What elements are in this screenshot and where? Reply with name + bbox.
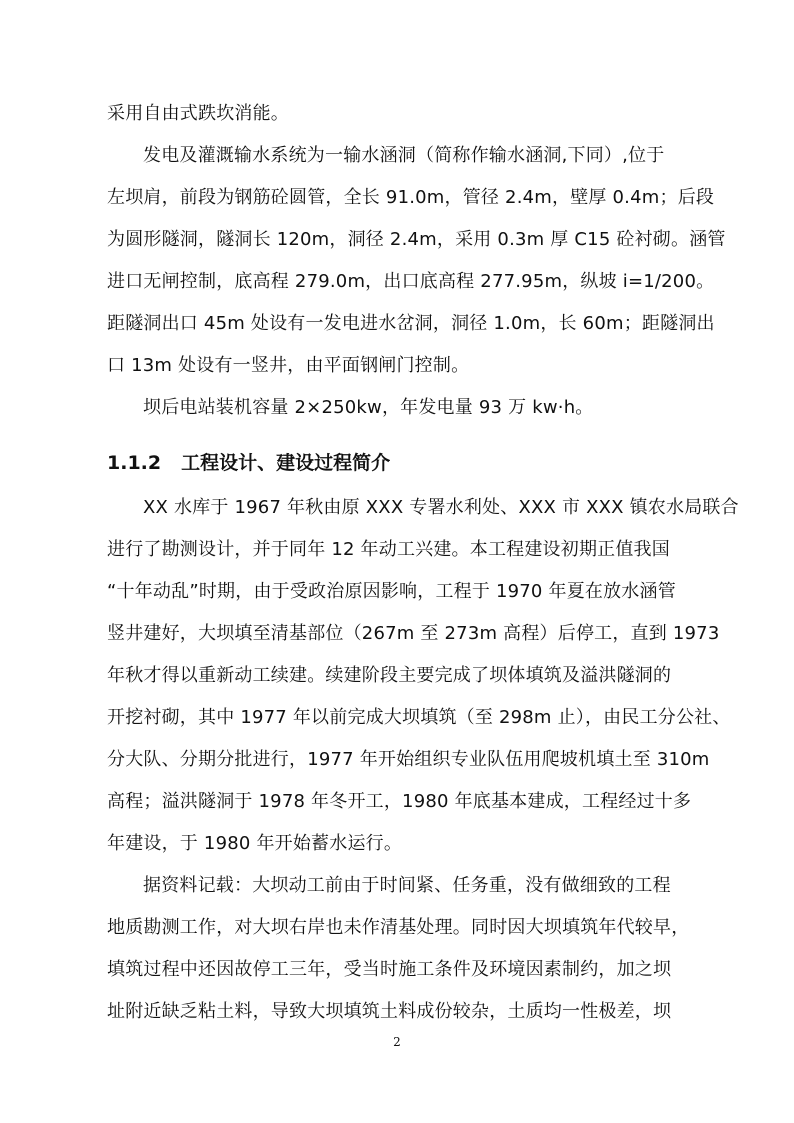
section-title: 工程设计、建设过程简介	[181, 452, 391, 474]
paragraph-line: 分大队、分期分批进行，1977 年开始组织专业队伍用爬坡机填土至 310m	[107, 749, 710, 770]
paragraph-line: 发电及灌溉输水系统为一输水涵洞（简称作输水涵洞,下同）,位于	[143, 145, 665, 166]
paragraph-line: 开挖衬砌，其中 1977 年以前完成大坝填筑（至 298m 止），由民工分公社、	[107, 707, 731, 728]
paragraph-line: 为圆形隧洞，隧洞长 120m，洞径 2.4m，采用 0.3m 厚 C15 砼衬砌。涵管	[107, 229, 726, 250]
paragraph-line: 址附近缺乏粘土料，导致大坝填筑土料成份较杂，土质均一性极差，坝	[107, 1001, 672, 1022]
section-heading	[107, 448, 390, 475]
paragraph-line: XX 水库于 1967 年秋由原 XXX 专署水利处、XXX 市 XXX 镇农水局联合	[143, 497, 739, 518]
paragraph-line: 进行了勘测设计，并于同年 12 年动工兴建。本工程建设初期正值我国	[107, 539, 670, 560]
paragraph-line: 填筑过程中还因故停工三年，受当时施工条件及环境因素制约，加之坝	[107, 959, 672, 980]
section-number: 1.1.2	[107, 452, 162, 474]
paragraph-line: 高程；溢洪隧洞于 1978 年冬开工，1980 年底基本建成，工程经过十多	[107, 791, 692, 812]
section-1-body	[107, 96, 726, 426]
paragraph-line: 进口无闸控制，底高程 279.0m，出口底高程 277.95m，纵坡 i=1/200。	[107, 271, 715, 292]
paragraph-line: 左坝肩，前段为钢筋砼圆管，全长 91.0m，管径 2.4m，壁厚 0.4m；后段	[107, 187, 715, 208]
paragraph-line: 采用自由式跌坎消能。	[107, 103, 289, 124]
section-2-body	[107, 490, 739, 1030]
page-number: 2	[393, 1035, 401, 1049]
paragraph-line: 地质勘测工作，对大坝右岸也未作清基处理。同时因大坝填筑年代较早，	[107, 917, 690, 938]
paragraph-line: 年建设，于 1980 年开始蓄水运行。	[107, 833, 403, 854]
paragraph-line: 口 13m 处设有一竖井，由平面钢闸门控制。	[107, 355, 470, 376]
paragraph-line: 年秋才得以重新动工续建。续建阶段主要完成了坝体填筑及溢洪隧洞的	[107, 665, 672, 686]
paragraph-line: 坝后电站装机容量 2×250kw，年发电量 93 万 kw·h。	[143, 397, 594, 418]
paragraph-line: 距隧洞出口 45m 处设有一发电进水岔洞，洞径 1.0m，长 60m；距隧洞出	[107, 313, 715, 334]
paragraph-line: 竖井建好，大坝填至清基部位（267m 至 273m 高程）后停工，直到 1973	[107, 623, 720, 644]
paragraph-line: 据资料记载：大坝动工前由于时间紧、任务重，没有做细致的工程	[143, 875, 671, 896]
paragraph-line: “十年动乱”时期，由于受政治原因影响，工程于 1970 年夏在放水涵管	[107, 581, 676, 602]
